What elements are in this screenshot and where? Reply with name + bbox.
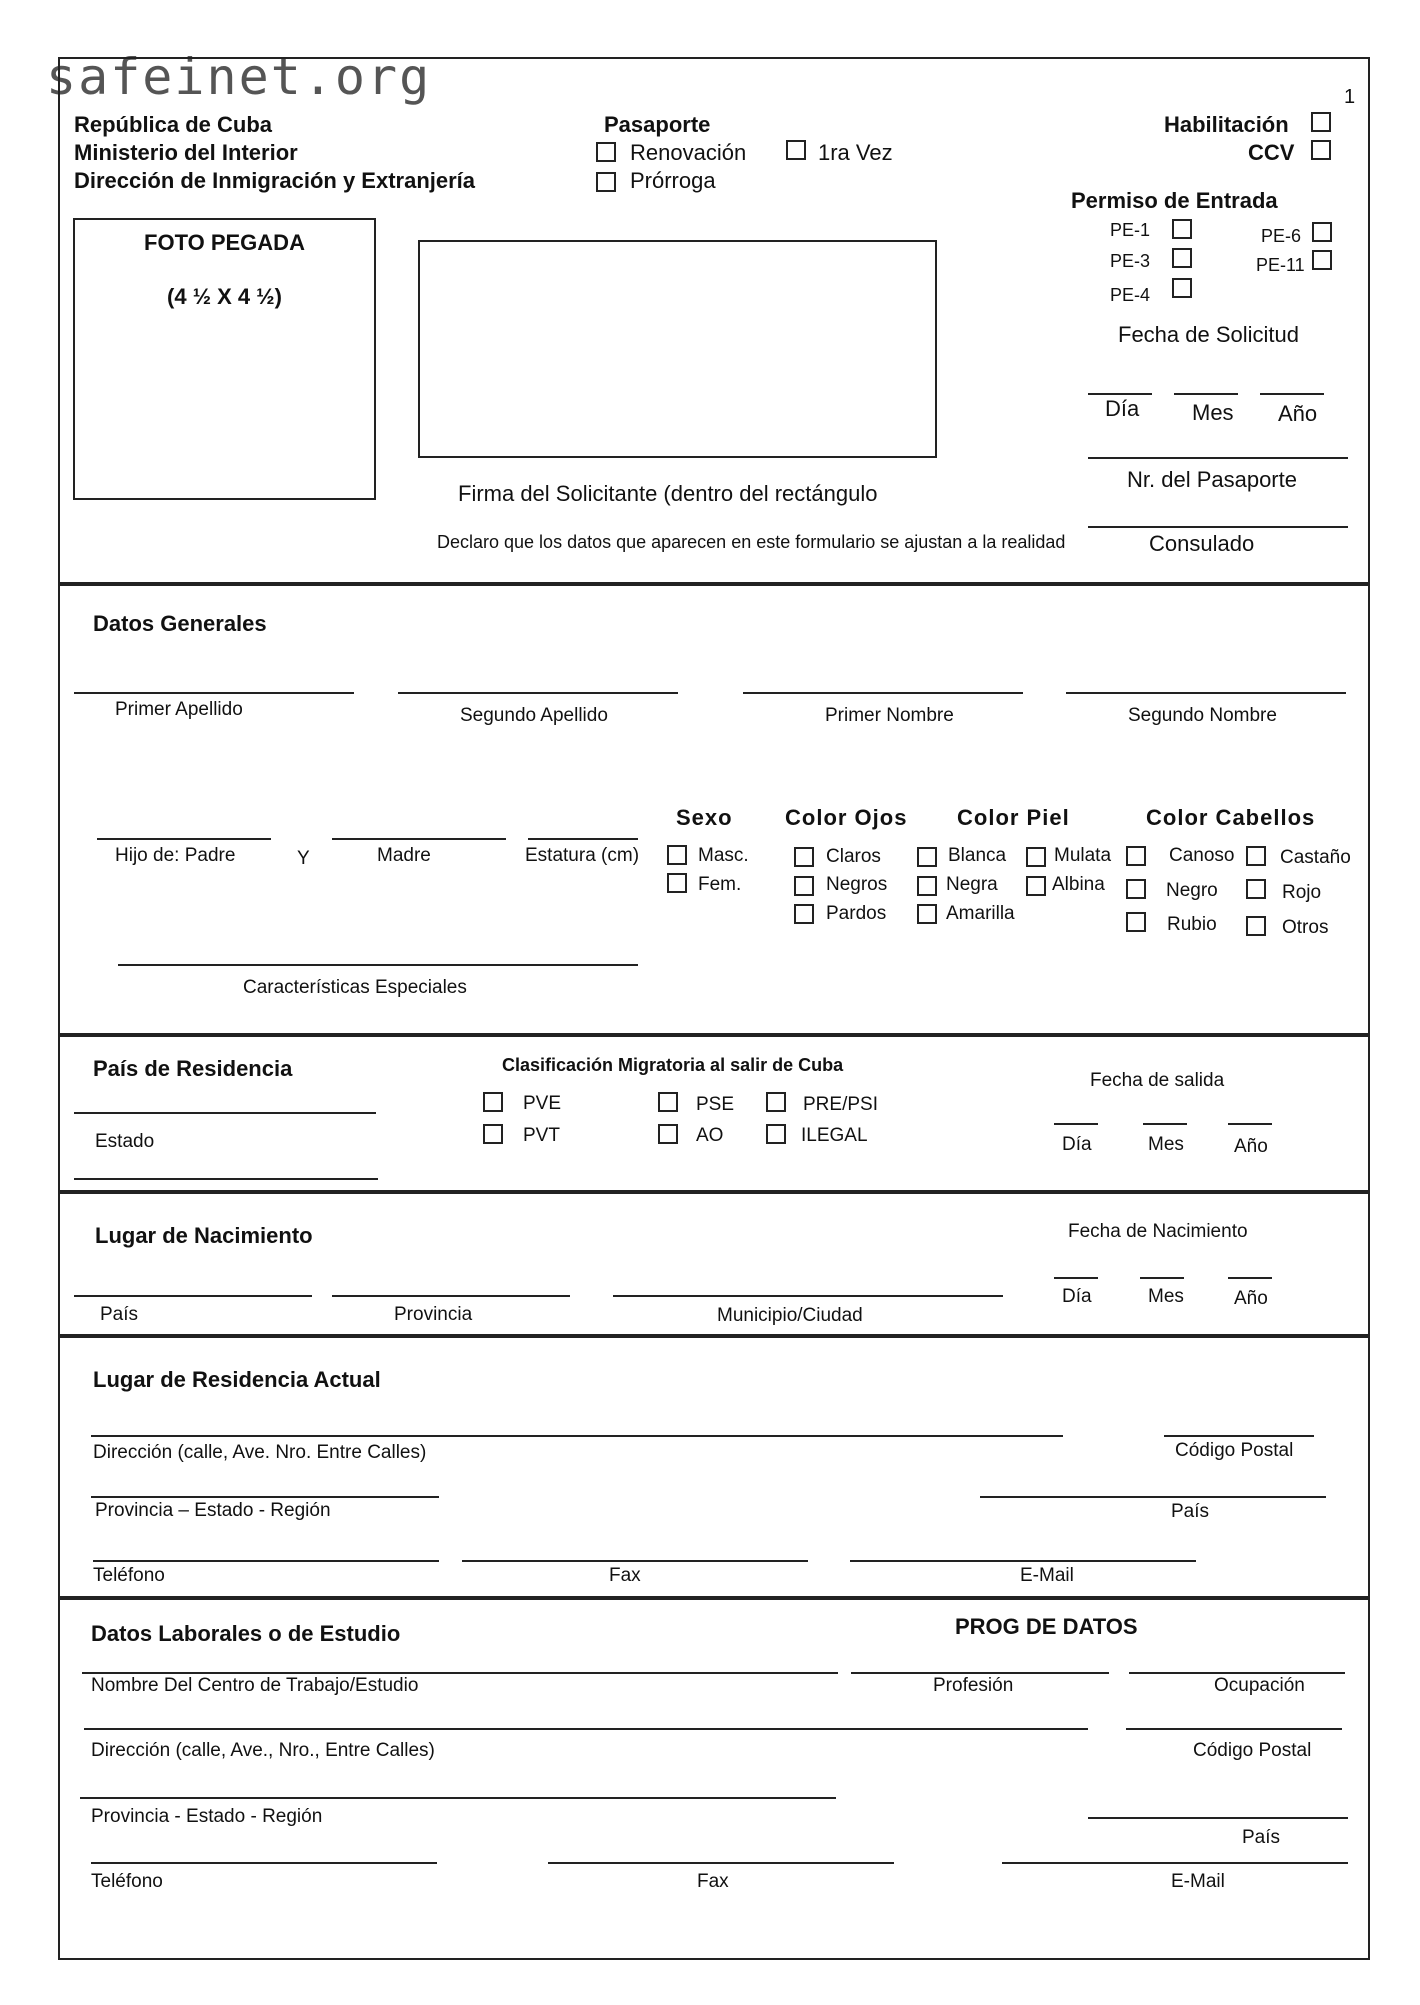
amarilla-label: Amarilla (946, 903, 1015, 924)
laboral-fax-line[interactable] (548, 1862, 894, 1864)
rubio-checkbox[interactable] (1126, 912, 1146, 932)
nacimiento-provincia-label: Provincia (394, 1304, 473, 1325)
firma-label: Firma del Solicitante (dentro del rectángulo (458, 481, 878, 506)
fem-checkbox[interactable] (667, 873, 687, 893)
albina-label: Albina (1052, 874, 1105, 895)
pais-residencia-title: País de Residencia (93, 1056, 293, 1081)
fecha-nacimiento-dia: Día (1062, 1286, 1092, 1307)
pe11-checkbox[interactable] (1312, 250, 1332, 270)
fecha-solicitud-mes-line[interactable] (1174, 393, 1238, 395)
fecha-salida-mes: Mes (1148, 1134, 1184, 1155)
fecha-nacimiento-mes: Mes (1148, 1286, 1184, 1307)
foto-label: FOTO PEGADA (144, 230, 305, 255)
albina-checkbox[interactable] (1026, 876, 1046, 896)
pe6-checkbox[interactable] (1312, 222, 1332, 242)
residencia-direccion-line[interactable] (91, 1435, 1063, 1437)
estatura-label: Estatura (cm) (525, 845, 640, 866)
residencia-email-line[interactable] (850, 1560, 1196, 1562)
clasificacion-title: Clasificación Migratoria al salir de Cuba (502, 1055, 844, 1075)
laboral-codigo-postal-label: Código Postal (1193, 1740, 1312, 1761)
nacimiento-municipio-line[interactable] (613, 1295, 1003, 1297)
ilegal-label: ILEGAL (801, 1125, 868, 1146)
blanca-label: Blanca (948, 845, 1007, 866)
section-divider (58, 1334, 1370, 1338)
foto-size: (4 ½ X 4 ½) (167, 284, 282, 309)
nacimiento-municipio-label: Municipio/Ciudad (717, 1305, 863, 1326)
primer-nombre-line[interactable] (743, 692, 1023, 694)
pe3-label: PE-3 (1110, 251, 1151, 271)
fecha-solicitud-anio: Año (1278, 401, 1318, 426)
prog-datos-title: PROG DE DATOS (955, 1614, 1138, 1639)
negra-label: Negra (946, 874, 998, 895)
pe6-label: PE-6 (1261, 226, 1302, 246)
estado-label: Estado (95, 1131, 155, 1152)
consulado-line[interactable] (1088, 526, 1348, 528)
section-divider (58, 1033, 1370, 1037)
madre-line[interactable] (332, 838, 506, 840)
ccv-checkbox[interactable] (1311, 140, 1331, 160)
nacimiento-provincia-line[interactable] (332, 1295, 570, 1297)
signature-box[interactable] (418, 240, 937, 458)
padre-line[interactable] (97, 838, 271, 840)
segundo-nombre-label: Segundo Nombre (1128, 705, 1277, 726)
residencia-codigo-postal-label: Código Postal (1175, 1440, 1294, 1461)
datos-laborales-title: Datos Laborales o de Estudio (91, 1621, 401, 1646)
declaracion-text: Declaro que los datos que aparecen en este formulario se ajustan a la realidad (437, 532, 1066, 552)
sexo-title: Sexo (676, 805, 733, 830)
blanca-checkbox[interactable] (917, 847, 937, 867)
masc-checkbox[interactable] (667, 845, 687, 865)
masc-label: Masc. (698, 845, 749, 866)
negro-label: Negro (1166, 880, 1218, 901)
ccv-label: CCV (1248, 140, 1295, 165)
claros-checkbox[interactable] (794, 847, 814, 867)
renovacion-checkbox[interactable] (596, 142, 616, 162)
laboral-codigo-postal-line[interactable] (1126, 1728, 1342, 1730)
pvt-label: PVT (523, 1125, 560, 1146)
residencia-email-label: E-Mail (1020, 1565, 1074, 1586)
prorroga-checkbox[interactable] (596, 172, 616, 192)
datos-generales-title: Datos Generales (93, 611, 267, 636)
mulata-label: Mulata (1054, 845, 1112, 866)
pais-residencia-line[interactable] (74, 1112, 376, 1114)
section-divider (58, 582, 1370, 586)
pe1-checkbox[interactable] (1172, 219, 1192, 239)
negra-checkbox[interactable] (917, 876, 937, 896)
fecha-nacimiento-title: Fecha de Nacimiento (1068, 1221, 1248, 1242)
residencia-telefono-label: Teléfono (93, 1565, 165, 1586)
laboral-direccion-label: Dirección (calle, Ave., Nro., Entre Calles) (91, 1740, 435, 1761)
amarilla-checkbox[interactable] (917, 904, 937, 924)
section-divider (58, 1190, 1370, 1194)
residencia-pais-label: País (1171, 1501, 1210, 1522)
profesion-label: Profesión (933, 1675, 1014, 1696)
laboral-pais-label: País (1242, 1827, 1281, 1848)
otros-checkbox[interactable] (1246, 916, 1266, 936)
nacimiento-pais-label: País (100, 1304, 139, 1325)
caracteristicas-line[interactable] (118, 964, 638, 966)
pve-label: PVE (523, 1093, 562, 1114)
pve-checkbox[interactable] (483, 1092, 503, 1112)
ocupacion-line[interactable] (1129, 1672, 1345, 1674)
mulata-checkbox[interactable] (1026, 847, 1046, 867)
pe11-label: PE-11 (1256, 255, 1305, 275)
segundo-nombre-line[interactable] (1066, 692, 1346, 694)
nr-pasaporte-label: Nr. del Pasaporte (1127, 467, 1297, 492)
profesion-line[interactable] (851, 1672, 1109, 1674)
pre-psi-label: PRE/PSI (803, 1094, 878, 1115)
photo-box (73, 218, 376, 500)
pardos-label: Pardos (826, 903, 887, 924)
fecha-salida-anio: Año (1234, 1136, 1268, 1157)
header-direccion: Dirección de Inmigración y Extranjería (74, 168, 476, 193)
laboral-email-line[interactable] (1002, 1862, 1348, 1864)
residencia-actual-title: Lugar de Residencia Actual (93, 1367, 381, 1392)
castano-checkbox[interactable] (1246, 846, 1266, 866)
laboral-provincia-label: Provincia - Estado - Región (91, 1806, 323, 1827)
pe1-label: PE-1 (1110, 220, 1151, 240)
fem-label: Fem. (698, 874, 742, 895)
primer-apellido-label: Primer Apellido (115, 699, 243, 720)
pe3-checkbox[interactable] (1172, 248, 1192, 268)
ao-checkbox[interactable] (658, 1124, 678, 1144)
fecha-solicitud-mes: Mes (1192, 400, 1234, 425)
nr-pasaporte-line[interactable] (1088, 457, 1348, 459)
renovacion-label: Renovación (630, 140, 747, 165)
residencia-codigo-postal-line[interactable] (1164, 1435, 1314, 1437)
laboral-pais-line[interactable] (1088, 1817, 1348, 1819)
residencia-direccion-label: Dirección (calle, Ave. Nro. Entre Calles) (93, 1442, 427, 1463)
pvt-checkbox[interactable] (483, 1124, 503, 1144)
primera-vez-label: 1ra Vez (818, 140, 893, 165)
pre-psi-checkbox[interactable] (766, 1092, 786, 1112)
fecha-solicitud-dia-line[interactable] (1088, 393, 1152, 395)
fecha-solicitud-dia: Día (1105, 396, 1140, 421)
y-label: Y (297, 848, 310, 869)
header-republica: República de Cuba (74, 112, 273, 137)
otros-label: Otros (1282, 917, 1329, 938)
fecha-salida-title: Fecha de salida (1090, 1070, 1225, 1091)
pse-label: PSE (696, 1094, 735, 1115)
estatura-line[interactable] (528, 838, 638, 840)
ilegal-checkbox[interactable] (766, 1124, 786, 1144)
pe4-label: PE-4 (1110, 285, 1151, 305)
estado-line[interactable] (74, 1178, 378, 1180)
primer-nombre-label: Primer Nombre (825, 705, 954, 726)
negros-label: Negros (826, 874, 888, 895)
color-cabellos-title: Color Cabellos (1146, 805, 1316, 830)
segundo-apellido-label: Segundo Apellido (460, 705, 608, 726)
madre-label: Madre (377, 845, 431, 866)
centro-label: Nombre Del Centro de Trabajo/Estudio (91, 1675, 419, 1696)
pasaporte-title: Pasaporte (604, 112, 711, 137)
laboral-telefono-line[interactable] (91, 1862, 437, 1864)
caracteristicas-label: Características Especiales (243, 977, 467, 998)
rojo-label: Rojo (1282, 882, 1322, 903)
habilitacion-checkbox[interactable] (1311, 112, 1331, 132)
habilitacion-label: Habilitación (1164, 112, 1289, 137)
primera-vez-checkbox[interactable] (786, 140, 806, 160)
page-number: 1 (1344, 86, 1356, 108)
claros-label: Claros (826, 846, 881, 867)
laboral-direccion-line[interactable] (84, 1728, 1088, 1730)
fecha-nacimiento-anio-line[interactable] (1228, 1277, 1272, 1279)
pardos-checkbox[interactable] (794, 904, 814, 924)
consulado-label: Consulado (1149, 531, 1255, 556)
residencia-telefono-line[interactable] (93, 1560, 439, 1562)
fecha-nacimiento-anio: Año (1234, 1288, 1268, 1309)
primer-apellido-line[interactable] (74, 692, 354, 694)
hijo-padre-label: Hijo de: Padre (115, 845, 236, 866)
color-piel-title: Color Piel (957, 805, 1070, 830)
ocupacion-label: Ocupación (1214, 1675, 1305, 1696)
residencia-fax-label: Fax (609, 1565, 641, 1586)
rubio-label: Rubio (1167, 914, 1217, 935)
laboral-telefono-label: Teléfono (91, 1871, 163, 1892)
prorroga-label: Prórroga (630, 168, 716, 193)
canoso-checkbox[interactable] (1126, 846, 1146, 866)
rojo-checkbox[interactable] (1246, 879, 1266, 899)
nacimiento-pais-line[interactable] (74, 1295, 312, 1297)
fecha-salida-dia: Día (1062, 1134, 1092, 1155)
fecha-solicitud-title: Fecha de Solicitud (1118, 322, 1299, 347)
fecha-nacimiento-mes-line[interactable] (1140, 1277, 1184, 1279)
fecha-salida-mes-line[interactable] (1143, 1123, 1187, 1125)
pe4-checkbox[interactable] (1172, 278, 1192, 298)
residencia-provincia-label: Provincia – Estado - Región (95, 1500, 331, 1521)
section-divider (58, 1596, 1370, 1600)
watermark: safeinet.org (46, 48, 432, 106)
fecha-salida-dia-line[interactable] (1054, 1123, 1098, 1125)
lugar-nacimiento-title: Lugar de Nacimiento (95, 1223, 313, 1248)
pse-checkbox[interactable] (658, 1092, 678, 1112)
negros-checkbox[interactable] (794, 876, 814, 896)
fecha-salida-anio-line[interactable] (1228, 1123, 1272, 1125)
castano-label: Castaño (1280, 847, 1351, 868)
negro-checkbox[interactable] (1126, 879, 1146, 899)
laboral-provincia-line[interactable] (80, 1797, 836, 1799)
ao-label: AO (696, 1125, 724, 1146)
color-ojos-title: Color Ojos (785, 805, 908, 830)
permiso-title: Permiso de Entrada (1071, 188, 1278, 213)
laboral-fax-label: Fax (697, 1871, 729, 1892)
laboral-email-label: E-Mail (1171, 1871, 1225, 1892)
residencia-fax-line[interactable] (462, 1560, 808, 1562)
fecha-nacimiento-dia-line[interactable] (1054, 1277, 1098, 1279)
header-ministerio: Ministerio del Interior (74, 140, 298, 165)
segundo-apellido-line[interactable] (398, 692, 678, 694)
canoso-label: Canoso (1169, 845, 1235, 866)
residencia-provincia-line[interactable] (91, 1496, 439, 1498)
residencia-pais-line[interactable] (980, 1496, 1326, 1498)
fecha-solicitud-anio-line[interactable] (1260, 393, 1324, 395)
centro-line[interactable] (82, 1672, 838, 1674)
